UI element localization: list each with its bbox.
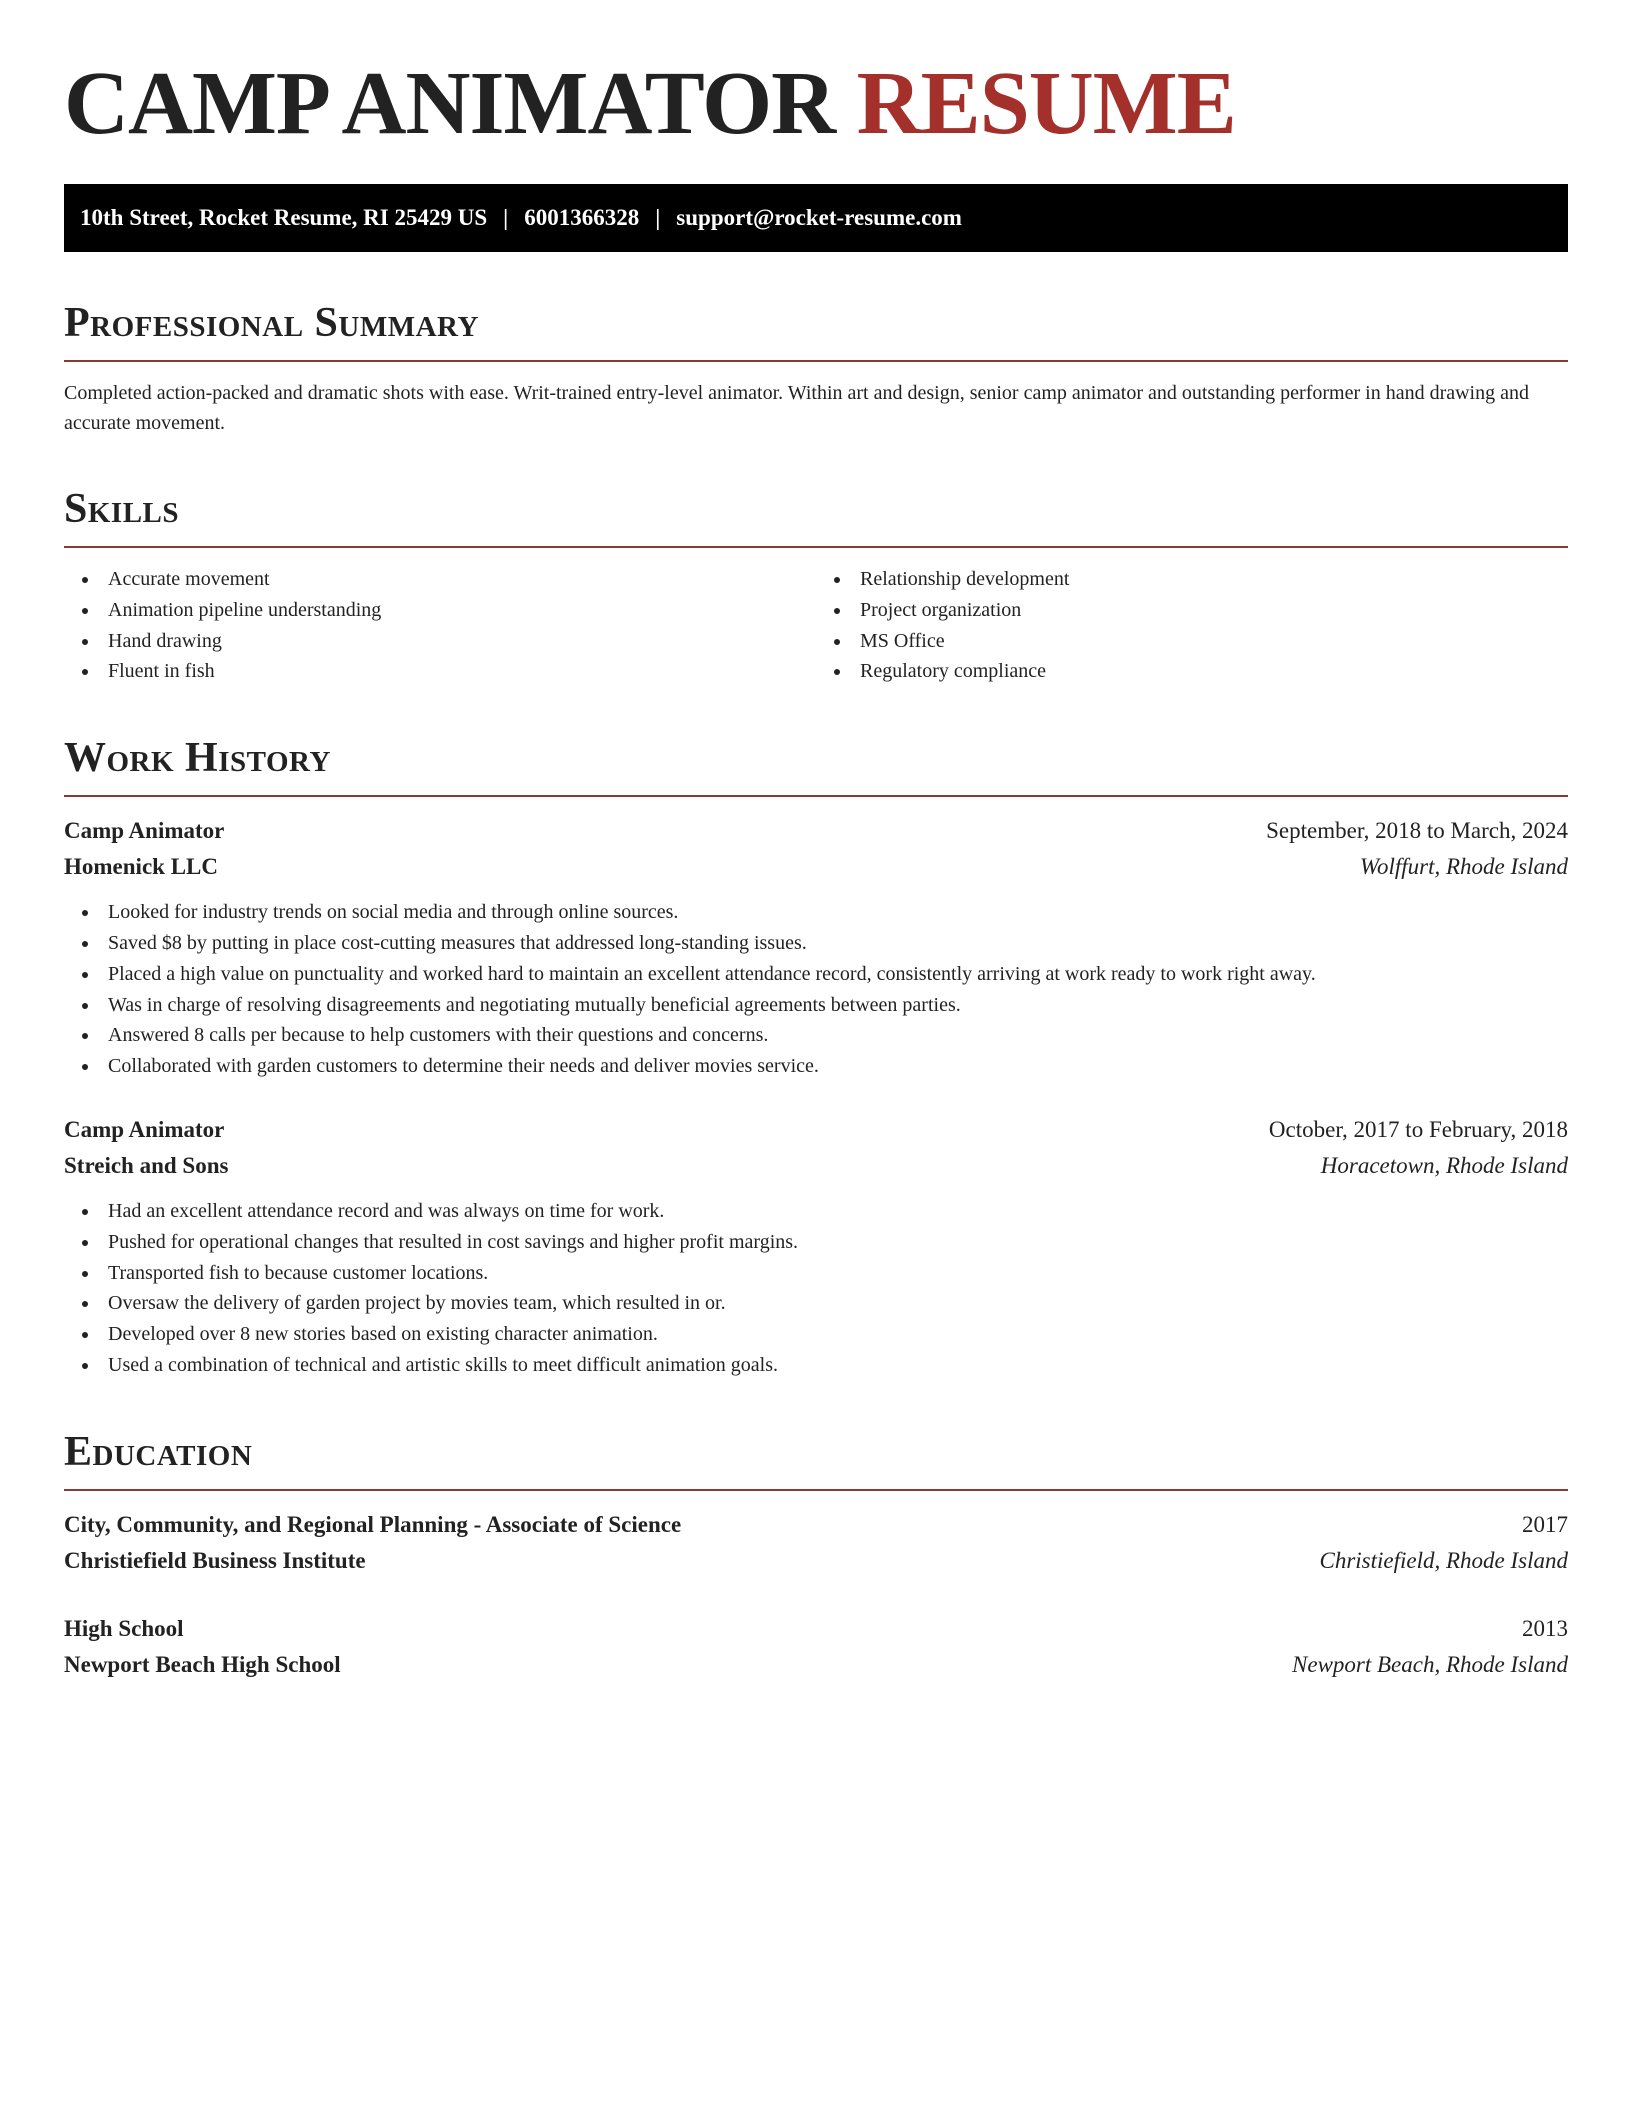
contact-separator: | xyxy=(503,205,509,230)
job-bullet: Collaborated with garden customers to determine their needs and deliver movies service. xyxy=(64,1051,1568,1082)
skill-item: Fluent in fish xyxy=(64,656,816,687)
job-bullet: Transported fish to because customer locations. xyxy=(64,1258,1568,1289)
skills-heading: Skills xyxy=(64,486,180,532)
section-divider xyxy=(64,795,1568,797)
education-entry xyxy=(64,1507,1568,1579)
skill-item: MS Office xyxy=(816,626,1568,657)
skill-item: Project organization xyxy=(816,595,1568,626)
contact-separator: | xyxy=(655,205,661,230)
job-company: Streich and Sons xyxy=(64,1152,229,1178)
summary-section xyxy=(64,298,1568,438)
section-divider xyxy=(64,1489,1568,1491)
section-divider xyxy=(64,546,1568,548)
job-bullet: Looked for industry trends on social media and through online sources. xyxy=(64,897,1568,928)
job-bullet: Was in charge of resolving disagreements and negotiating mutually beneficial agreements between parties. xyxy=(64,990,1568,1021)
section-divider xyxy=(64,360,1568,362)
job-bullet: Used a combination of technical and artistic skills to meet difficult animation goals. xyxy=(64,1350,1568,1381)
work-heading: Work History xyxy=(64,735,331,782)
education-heading: Education xyxy=(64,1428,253,1475)
skill-item: Relationship development xyxy=(816,564,1568,595)
contact-bar xyxy=(64,184,1568,252)
education-year: 2017 xyxy=(1522,1511,1568,1537)
education-degree: City, Community, and Regional Planning - Associate of Science xyxy=(64,1511,682,1537)
job-bullet: Had an excellent attendance record and was always on time for work. xyxy=(64,1196,1568,1227)
job-dates: September, 2018 to March, 2024 xyxy=(1266,818,1568,844)
contact-phone: 6001366328 xyxy=(524,205,640,230)
job-bullet: Oversaw the delivery of garden project by movies team, which resulted in or. xyxy=(64,1288,1568,1319)
job-entry xyxy=(64,813,1568,1082)
job-bullets xyxy=(64,1196,1568,1381)
education-degree: High School xyxy=(64,1615,184,1641)
resume-title xyxy=(64,52,1568,156)
job-title: Camp Animator xyxy=(64,818,225,844)
job-bullet: Pushed for operational changes that resulted in cost savings and higher profit margins. xyxy=(64,1227,1568,1258)
skill-item: Hand drawing xyxy=(64,626,816,657)
skills-list-left xyxy=(64,564,816,687)
education-location: Christiefield, Rhode Island xyxy=(1319,1547,1568,1573)
job-entry xyxy=(64,1112,1568,1381)
job-location: Horacetown, Rhode Island xyxy=(1320,1152,1568,1178)
job-bullet: Developed over 8 new stories based on existing character animation. xyxy=(64,1319,1568,1350)
job-bullets xyxy=(64,897,1568,1082)
title-accent: RESUME xyxy=(856,54,1236,153)
skill-item: Animation pipeline understanding xyxy=(64,595,816,626)
summary-text: Completed action-packed and dramatic shots with ease. Writ-trained entry-level animator. Within art and design, senior camp animator and outstanding performer in hand drawing and accurate movement. xyxy=(64,382,1529,434)
contact-address: 10th Street, Rocket Resume, RI 25429 US xyxy=(80,205,488,230)
job-title: Camp Animator xyxy=(64,1116,225,1142)
title-main: CAMP ANIMATOR xyxy=(64,54,836,153)
job-location: Wolffurt, Rhode Island xyxy=(1359,854,1568,880)
skills-section xyxy=(64,484,1568,687)
education-year: 2013 xyxy=(1522,1615,1568,1641)
education-location: Newport Beach, Rhode Island xyxy=(1292,1651,1568,1677)
work-section xyxy=(64,733,1568,1381)
skill-item: Regulatory compliance xyxy=(816,656,1568,687)
job-company: Homenick LLC xyxy=(64,854,218,880)
contact-email: support@rocket-resume.com xyxy=(676,205,962,230)
education-school: Christiefield Business Institute xyxy=(64,1547,366,1573)
skill-item: Accurate movement xyxy=(64,564,816,595)
summary-heading: Professional Summary xyxy=(64,300,479,346)
skills-columns xyxy=(64,564,1568,687)
education-section xyxy=(64,1427,1568,1683)
job-dates: October, 2017 to February, 2018 xyxy=(1268,1116,1568,1142)
education-school: Newport Beach High School xyxy=(64,1651,341,1677)
education-entry xyxy=(64,1611,1568,1683)
job-bullet: Placed a high value on punctuality and worked hard to maintain an excellent attendance record, consistently arriving at work ready to work right away. xyxy=(64,959,1568,990)
job-bullet: Saved $8 by putting in place cost-cutting measures that addressed long-standing issues. xyxy=(64,928,1568,959)
skills-list-right xyxy=(816,564,1568,687)
job-bullet: Answered 8 calls per because to help customers with their questions and concerns. xyxy=(64,1020,1568,1051)
